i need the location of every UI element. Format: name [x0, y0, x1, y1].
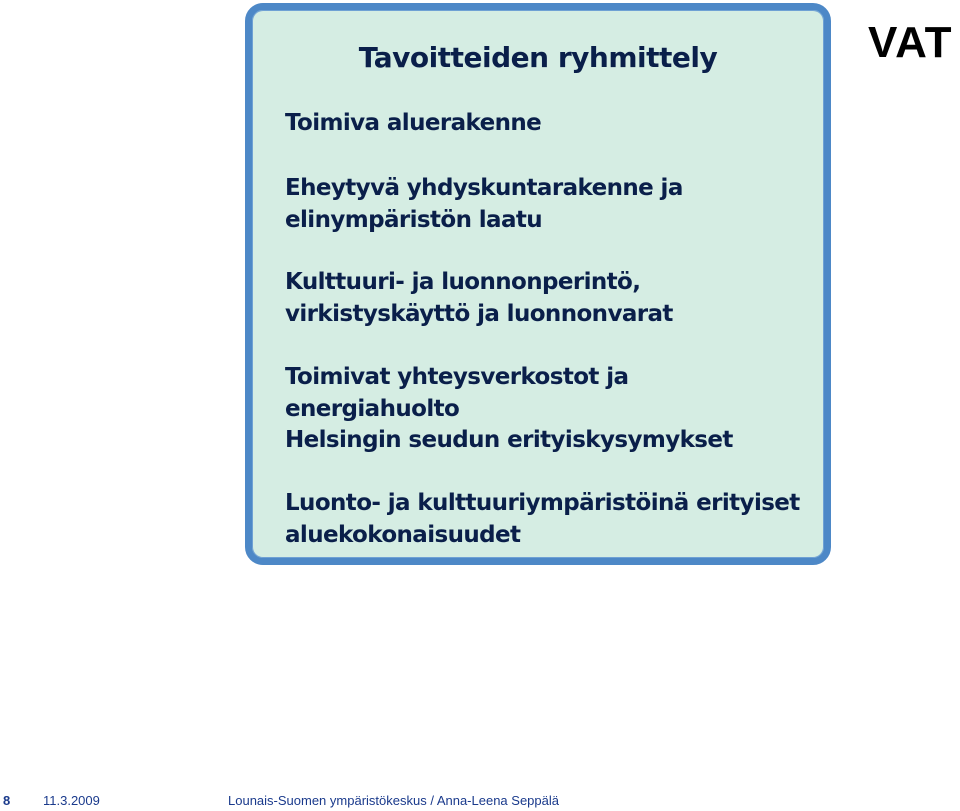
goal-item-community-structure: Eheytyvä yhdyskuntarakenne ja elinympäristön laatu	[285, 175, 683, 233]
footer-author: Lounais-Suomen ympäristökeskus / Anna-Leena Seppälä	[228, 793, 559, 808]
goal-item-heritage-recreation: Kulttuuri- ja luonnonperintö, virkistyskäyttö ja luonnonvarat	[285, 269, 673, 327]
footer-date: 11.3.2009	[43, 793, 100, 808]
page-number: 8	[3, 793, 11, 808]
goal-item-helsinki-region: Helsingin seudun erityiskysymykset	[285, 427, 733, 453]
goal-item-networks-energy: Toimivat yhteysverkostot ja energiahuolto	[285, 364, 629, 422]
goals-card	[245, 3, 831, 565]
goal-item-regional-structure: Toimiva aluerakenne	[285, 110, 542, 136]
goal-item-special-areas: Luonto- ja kulttuuriympäristöinä erityiset aluekokonaisuudet	[285, 490, 800, 548]
brand-label: VAT	[868, 18, 953, 67]
card-title: Tavoitteiden ryhmittely	[358, 41, 718, 74]
slide-footer	[0, 793, 960, 811]
